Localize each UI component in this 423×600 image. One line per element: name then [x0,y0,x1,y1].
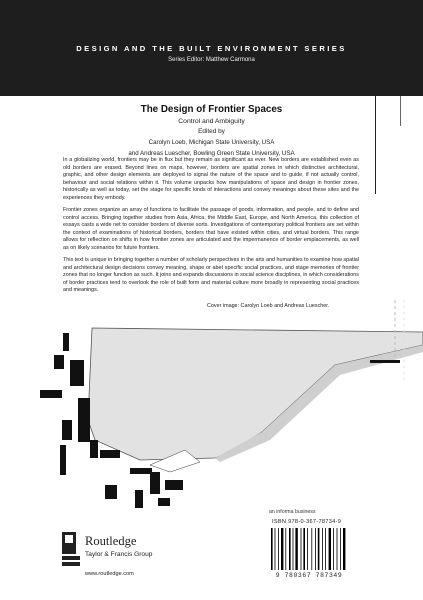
barcode-bar [329,528,331,570]
blurb-paragraph: This text is unique in bringing together a number of scholarly perspectives in the arts and humanities to examine how spatial and architectural design decisions convey meaning, shape or abet specific social practices, and stage memories of frontier zones that no longer function as such. It joins and expands discussions in social science disciplines, in which considerations of border practices tend to overlook the role of built form and material culture more broadly in representing social practices and meanings. [63,257,359,293]
barcode-bar [303,528,305,570]
series-title: DESIGN AND THE BUILT ENVIRONMENT SERIES [76,44,347,53]
barcode-bar [271,528,273,570]
publisher-name: Routledge [85,534,137,548]
barcode-icon [269,528,349,572]
cover-artwork [0,300,423,530]
barcode-bar [281,528,283,570]
isbn-digits: 9 780367 787349 [275,572,343,579]
series-header-band [0,0,423,96]
barcode-bar [289,528,291,570]
book-subtitle: Control and Ambiguity [178,118,245,125]
cover-image-credit: Cover image: Carolyn Loeb and Andreas Luescher. [207,303,330,309]
blurb-paragraph: In a globalizing world, frontiers may be in flux but they remain as significant as ever. New borders are established even as old borders are erased. Beyond lines on maps, however, borders are spatial zones in which distinctive architectural, graphic, and other design elements are deployed to signal the nature of the space and to guide, if not actually control, behaviour and social relations within it. This volume unpacks how manipulations of space and design in frontier zones, historically as well as today, set the stage for specific kinds of interactions and convey meanings about these sites and the experiences they embody. [63,157,359,201]
isbn-label: ISBN 978-0-367-78734-9 [272,519,342,525]
barcode-bar [325,528,326,570]
isbn-barcode-block [266,517,352,585]
barcode-bar [293,528,294,570]
routledge-logo-icon [62,532,82,572]
barcode-bar [322,528,323,570]
editor-1: Carolyn Loeb, Michigan State University, USA [148,139,275,146]
barcode-bar [301,528,302,570]
barcode-bar [343,528,345,570]
series-editor: Series Editor: Matthew Carmona [168,57,255,63]
publisher-group: Taylor & Francis Group [85,551,153,558]
barcode-bar [275,528,276,570]
blurb-paragraph: Frontier zones organize an array of functions to facilitate the passage of goods, information, and people, and to define and control access. Bringing together studies from Asia, Africa, the Middle East, Europe, and North America, this collection of essays casts a wide net to consider borders of diverse sorts. Investigations of contemporary political frontiers are set within the context of examinations of historical borders, borders that have existed within cities, and virtual borders. This range allows for reflection on shifts in how frontier zones are articulated and the impermanence of border emplacements, as well as on likely scenarios for future frontiers. [63,207,359,251]
barcode-bar [337,528,338,570]
informa-tagline: an informa business [269,509,316,515]
blurb [63,157,359,300]
barcode-bar [285,528,286,570]
editor-2: and Andreas Luescher, Bowling Green State University, USA [128,150,295,157]
barcode-bar [318,528,320,570]
barcode-bar [315,528,316,570]
book-title: The Design of Frontier Spaces [140,104,283,115]
barcode-bar [307,528,308,570]
edited-by: Edited by [198,128,225,135]
publisher-website: www.routledge.com [85,571,134,577]
barcode-bar [340,528,341,570]
barcode-bar [278,528,279,570]
barcode-bar [333,528,334,570]
title-block [0,104,423,157]
barcode-bar [295,528,297,570]
barcode-bar [311,528,312,570]
